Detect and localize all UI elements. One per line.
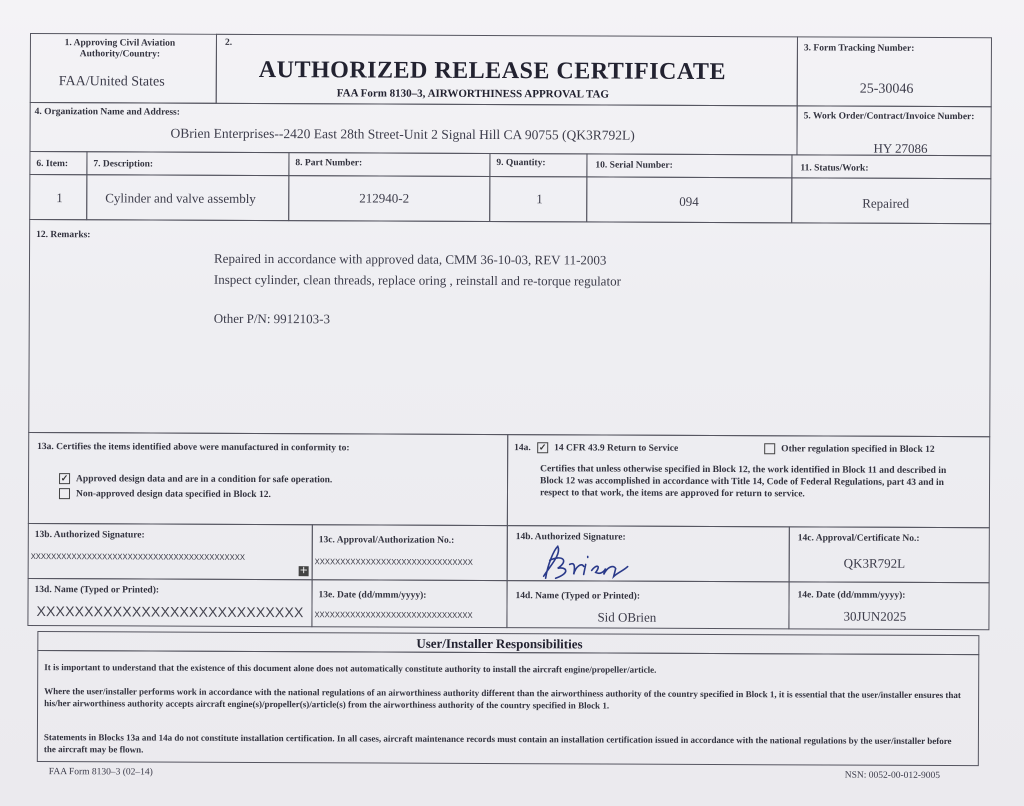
block-13c-label: 13c. Approval/Authorization No.:	[318, 535, 455, 546]
form-subtitle: FAA Form 8130–3, AIRWORTHINESS APPROVAL TAG	[336, 87, 609, 101]
block-3-label: 3. Form Tracking Number:	[803, 43, 915, 54]
block-14c-value: QK3R792L	[843, 555, 906, 571]
nonapproved-design-label: Non-approved design data specified in Block 12.	[75, 489, 271, 501]
block-13c-value: XXXXXXXXXXXXXXXXXXXXXXXXXXXXXXX	[314, 557, 473, 568]
remarks-line-2: Inspect cylinder, clean threads, replace oring , reinstall and re-torque regulator	[213, 271, 621, 289]
block-13e-label: 13e. Date (dd/mmm/yyyy):	[318, 590, 427, 601]
user-installer-title: User/Installer Responsibilities	[416, 635, 583, 652]
block-14d-label: 14d. Name (Typed or Printed):	[515, 591, 641, 602]
block-5-label: 5. Work Order/Contract/Invoice Number:	[803, 111, 975, 123]
header-item-label: 6. Item:	[36, 159, 69, 170]
user-installer-body	[37, 650, 979, 766]
header-part-number-label: 8. Part Number:	[295, 158, 363, 169]
block-13d	[27, 578, 312, 627]
part-number-value: 212940-2	[359, 190, 410, 206]
block-14c	[789, 526, 990, 583]
block-14a-prefix: 14a.	[514, 443, 531, 454]
block-14e	[788, 581, 989, 630]
header-serial-label: 10. Serial Number:	[595, 160, 673, 171]
remarks-label: 12. Remarks:	[36, 230, 91, 241]
cfr-43-9-checkbox[interactable]: ✓	[538, 442, 547, 453]
user-installer-paragraph-3: Statements in Blocks 13a and 14a do not constitute installation certification. In all cases, aircraft maintenance records must contain an installation certification issued in accordance with the national regulations by the user/installer before the aircraft may be flown.	[43, 732, 952, 755]
cell-item	[29, 174, 87, 220]
expand-icon[interactable]: +	[299, 565, 308, 577]
footer-nsn: NSN: 0052-00-012-9005	[844, 770, 941, 781]
block-14d	[506, 580, 789, 629]
header-status-label: 11. Status/Work:	[800, 163, 869, 174]
cell-quantity	[489, 176, 587, 222]
user-installer-paragraph-2: Where the user/installer performs work in accordance with the national regulations of an airworthiness authority different than the airworthiness authority of the country specified in Block 1, it is essential that the user/installer ensures that his/her airworthiness authority accepts aircraft engine(s)/propeller(s)/article(s) from the airworthiness authority of the country specified in Block 1.	[44, 686, 961, 711]
nonapproved-design-checkbox[interactable]	[59, 488, 70, 499]
block-1-value: FAA/United States	[58, 74, 165, 90]
block-13a-option-approved	[59, 473, 332, 486]
block-14a-other	[764, 443, 935, 456]
quantity-value: 1	[536, 191, 543, 207]
signature-image	[536, 540, 636, 582]
block-4	[29, 102, 797, 155]
remarks-line-1: Repaired in accordance with approved data, CMM 36-10-03, REV 11-2003	[213, 250, 607, 268]
item-value: 1	[56, 190, 63, 206]
block-13b-label: 13b. Authorized Signature:	[34, 530, 145, 541]
block-13e-value: XXXXXXXXXXXXXXXXXXXXXXXXXXXXXXX	[314, 610, 473, 621]
block-14c-label: 14c. Approval/Certificate No.:	[797, 533, 920, 544]
user-installer-paragraph-1: It is important to understand that the existence of this document alone does not automatically constitute authority to install the aircraft engine/propeller/article.	[44, 662, 657, 675]
header-quantity-label: 9. Quantity:	[496, 158, 546, 169]
form-title: AUTHORIZED RELEASE CERTIFICATE	[258, 56, 727, 86]
block-14a-header	[514, 442, 678, 455]
header-description	[86, 151, 289, 176]
header-serial	[586, 153, 792, 178]
block-5	[796, 105, 991, 156]
block-14b-label: 14b. Authorized Signature:	[515, 532, 626, 543]
header-description-label: 7. Description:	[93, 159, 154, 170]
block-13a-option-nonapproved	[59, 488, 271, 501]
block-2-number: 2.	[224, 37, 233, 48]
block-13a-label: 13a. Certifies the items identified above were manufactured in conformity to:	[37, 442, 350, 454]
description-value: Cylinder and valve assembly	[105, 190, 256, 206]
header-item	[29, 151, 87, 175]
header-status	[791, 154, 991, 179]
cell-part-number	[288, 175, 490, 222]
other-regulation-label: Other regulation specified in Block 12	[781, 444, 935, 455]
block-4-label: 4. Organization Name and Address:	[34, 107, 180, 118]
serial-value: 094	[679, 193, 699, 209]
block-5-value: HY 27086	[873, 140, 928, 156]
block-14e-value: 30JUN2025	[843, 608, 907, 624]
block-12-remarks	[28, 219, 991, 437]
cell-status	[791, 177, 991, 224]
block-13b-value: XXXXXXXXXXXXXXXXXXXXXXXXXXXXXXXXXXXXXXXXXX	[30, 552, 245, 563]
form-8130-3	[27, 33, 992, 781]
block-14a	[507, 434, 990, 528]
block-3	[797, 36, 992, 107]
cfr-43-9-label: 14 CFR 43.9 Return to Service	[554, 443, 679, 454]
block-14d-value: Sid OBrien	[597, 609, 657, 625]
block-1-label: 1. Approving Civil Aviation Authority/Country:	[64, 38, 176, 60]
block-2	[216, 34, 798, 107]
cell-description	[86, 174, 289, 221]
cell-serial	[586, 176, 792, 223]
approved-design-label: Approved design data and are in a condition for safe operation.	[76, 474, 333, 486]
block-13b	[28, 523, 313, 580]
approved-design-checkbox[interactable]: ✓	[60, 473, 69, 484]
status-value: Repaired	[862, 195, 910, 211]
header-part-number	[288, 152, 490, 177]
block-13c	[312, 524, 508, 581]
block-13e	[311, 579, 507, 628]
block-13a	[28, 432, 508, 526]
other-regulation-checkbox[interactable]	[764, 444, 775, 455]
block-14b	[507, 525, 790, 582]
block-14a-text: Certifies that unless otherwise specified in Block 12, the work identified in Block 11 and described in Block 12 was accomplished in accordance with Title 14, Code of Federal Regulations, part 43 and in respect to that work, the items are approved for return to service.	[539, 464, 947, 500]
remarks-line-3: Other P/N: 9912103-3	[213, 310, 331, 327]
header-quantity	[489, 153, 587, 177]
block-4-value: OBrien Enterprises--2420 East 28th Street-Unit 2 Signal Hill CA 90755 (QK3R792L)	[170, 125, 635, 143]
block-13d-value: XXXXXXXXXXXXXXXXXXXXXXXXXXXX	[36, 603, 304, 621]
block-1	[30, 33, 217, 104]
block-3-value: 25-30046	[859, 81, 914, 97]
block-13d-label: 13d. Name (Typed or Printed):	[34, 585, 160, 596]
block-14e-label: 14e. Date (dd/mmm/yyyy):	[797, 590, 906, 601]
footer-form-number: FAA Form 8130–3 (02–14)	[48, 767, 153, 778]
